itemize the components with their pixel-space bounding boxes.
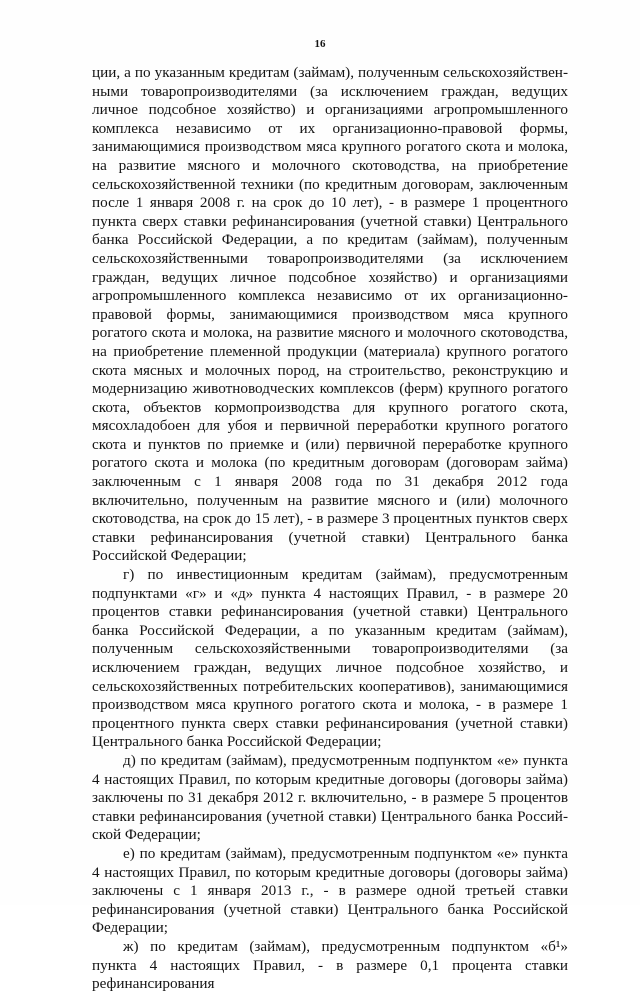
page-number: 16 xyxy=(314,38,326,50)
paragraph-continuation: ции, а по указанным кредитам (займам), полученным сельскохозяйственными товаропроизводителями (за исключением граждан, ведущих личное подсобное хозяйство) и организациями агропромышленного комплекса независимо от их организационно-правовой формы, занимающимися производством мяса крупного рогатого скота и молока, на развитие мясного и молочного скотоводства, на приобретение сельскохозяйственной техники (по кредитным договорам, заключенным после 1 января 2008 г. на срок до 10 лет), - в размере 1 процентного пункта сверх ставки рефинансирования (учетной ставки) Центрального банка Российской Федерации, а по кредитам (займам), полученным сельскохозяйственными товаропроизводителями (за исключением граждан, ведущих личное подсобное хозяйство) и организациями агропромышленного комплекса независимо от их организационно-правовой формы, занимающимися производством мяса крупного рогатого скота и молока, на развитие мясного и молочного скотоводства, на приобретение племенной продукции (материала) крупного рогатого скота мясных и молочных пород, на строительство, реконструкцию и модернизацию животноводческих комплексов (ферм) крупного рогатого скота, объектов кормопроизводства для крупного рогатого скота, мясохладобоен для убоя и первичной переработки крупного рогатого скота и пунктов по приемке и (или) первичной переработке крупного рогатого скота и молока (по кредитным договорам (договорам займа) заключенным с 1 января 2008 года по 31 декабря 2012 года включительно, полученным на развитие мясного и (или) молочного скотоводства, на срок до 15 лет), - в размере 3 процентных пунктов сверх ставки рефинансирования (учетной ставки) Центрального банка Российской Федерации; xyxy=(92,64,568,565)
paragraph-item-zh: ж) по кредитам (займам), предусмотренным подпунктом «б¹» пункта 4 настоящих Правил, - в размере 0,1 процента ставки рефинансирования xyxy=(92,937,568,993)
paragraph-item-e: е) по кредитам (займам), предусмотренным подпунктом «е» пункта 4 настоящих Правил, по которым кредитные договоры (договоры займа) заключены с 1 января 2013 г., - в размере одной третьей ставки рефинансирования (учетной ставки) Центрального банка Российской Федерации; xyxy=(92,844,568,937)
paragraph-item-d: д) по кредитам (займам), предусмотренным подпунктом «е» пункта 4 настоящих Правил, по которым кредитные договоры (договоры займа) заключены по 31 декабря 2012 г. включительно, - в размере 5 процентов ставки рефинансирования (учетной ставки) Центрального банка Российской Федерации; xyxy=(92,751,568,844)
paragraph-item-g: г) по инвестиционным кредитам (займам), предусмотренным подпунктами «г» и «д» пункта 4 настоящих Правил, - в размере 20 процентов ставки рефинансирования (учетной ставки) Центрального банка Российской Федерации, а по указанным кредитам (займам), полученным сельскохозяйственными товаропроизводителями (за исключением граждан, ведущих личное подсобное хозяйство, и сельскохозяйственных потребительских кооперативов), занимающимися производством мяса крупного рогатого скота и молока, - в размере 1 процентного пункта сверх ставки рефинансирования (учетной ставки) Центрального банка Российской Федерации; xyxy=(92,566,568,751)
document-body xyxy=(92,64,568,994)
